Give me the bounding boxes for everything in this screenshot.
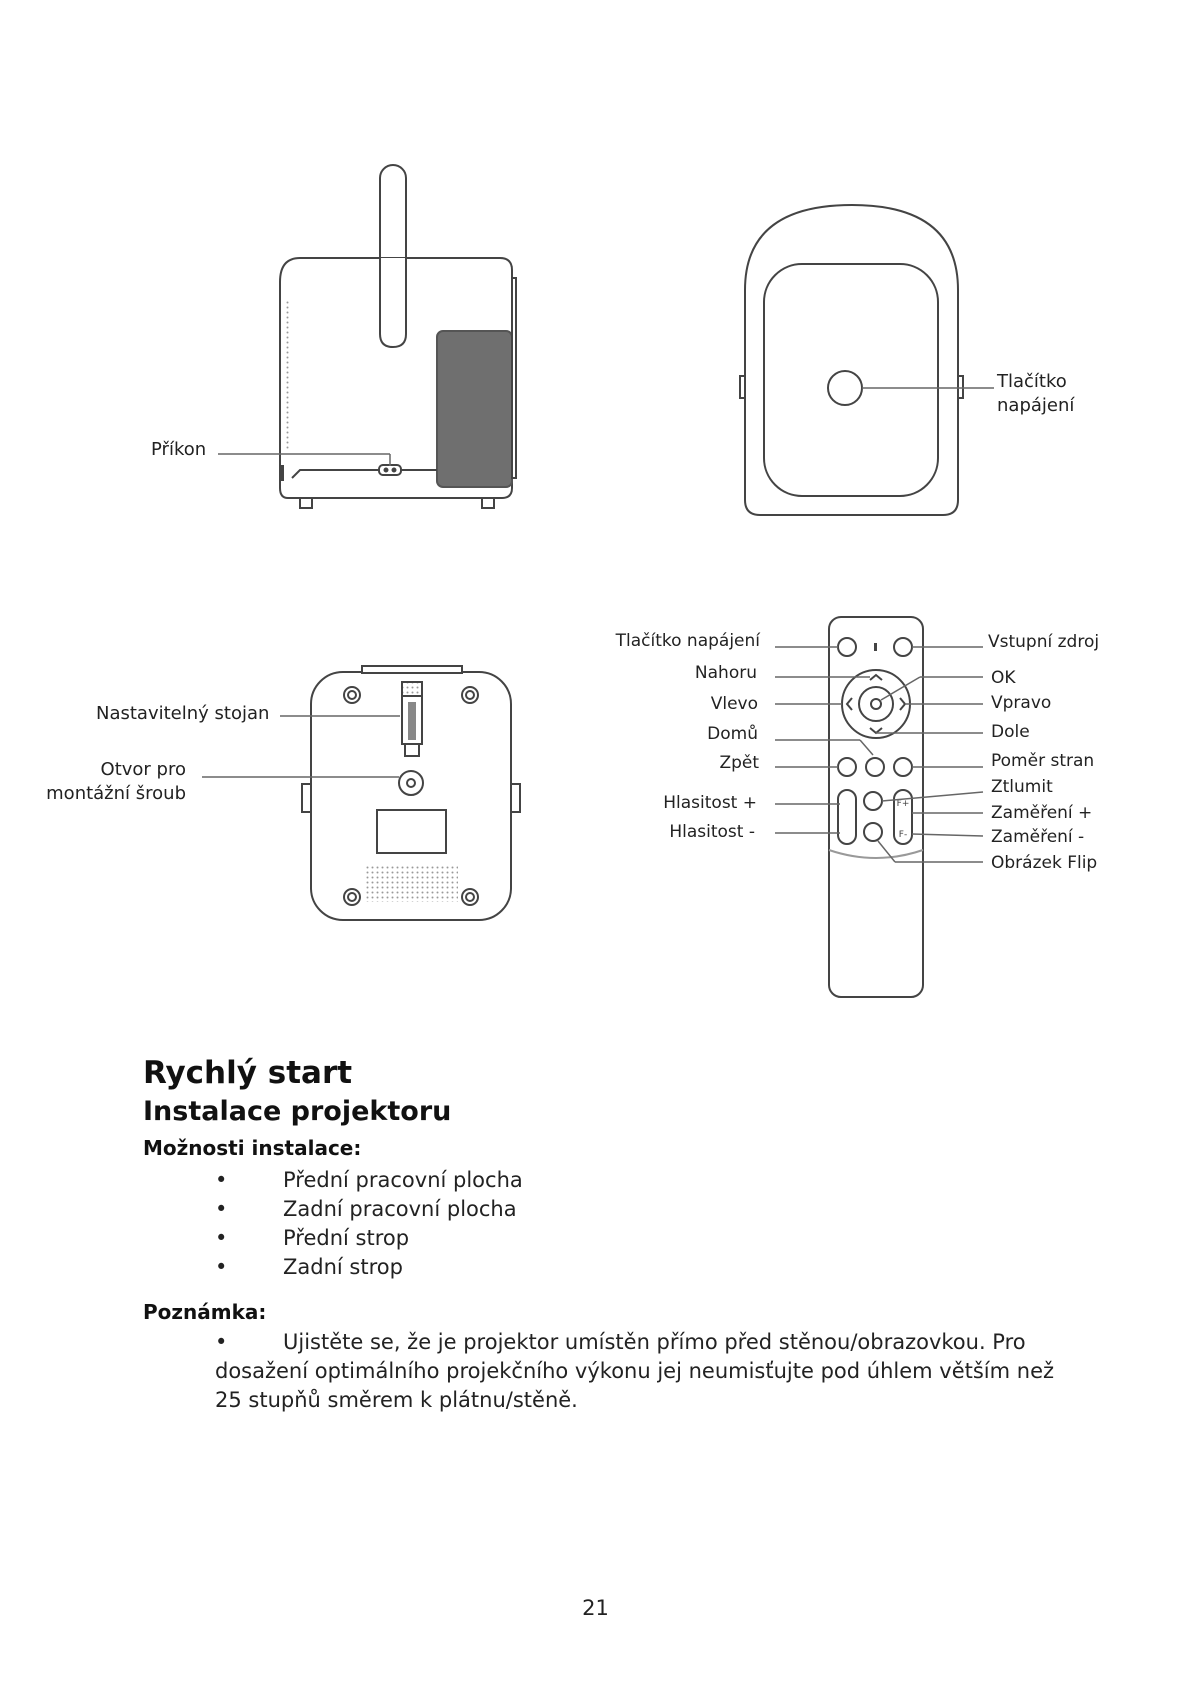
list-item: • Zadní pracovní plocha (215, 1195, 523, 1224)
label-power-input: Příkon (151, 439, 207, 460)
heading-note: Poznámka: (143, 1300, 267, 1324)
label-power-button-back: Tlačítko napájení (997, 371, 1075, 417)
installation-options-list (215, 1166, 523, 1282)
remote-label-up: Nahoru (694, 663, 757, 683)
remote-label-right: Vpravo (991, 693, 1052, 713)
remote-label-focus-plus: Zaměření + (991, 803, 1093, 823)
remote-label-back: Zpět (719, 753, 759, 773)
remote-label-left: Vlevo (710, 694, 758, 714)
focus-plus-glyph: F+ (896, 799, 910, 809)
note-paragraph (215, 1328, 1075, 1415)
projector-side-view (218, 165, 516, 508)
remote-label-down: Dole (991, 722, 1030, 742)
page-number: 21 (582, 1596, 609, 1620)
list-item: • Přední strop (215, 1224, 523, 1253)
remote-label-ok: OK (991, 668, 1016, 688)
heading-installation-options: Možnosti instalace: (143, 1136, 362, 1160)
focus-minus-glyph: F- (898, 830, 908, 840)
remote-label-mute: Ztlumit (991, 777, 1053, 797)
note-bullet: • (215, 1330, 228, 1354)
list-item: • Zadní strop (215, 1253, 523, 1282)
remote-label-power: Tlačítko napájení (615, 631, 760, 651)
projector-back-view (740, 205, 994, 515)
remote-label-volume-up: Hlasitost + (663, 793, 757, 813)
remote-label-input-source: Vstupní zdroj (988, 632, 1100, 652)
heading-quick-start: Rychlý start (143, 1055, 353, 1091)
label-mount-hole: Otvor pro montážní šroub (46, 759, 186, 805)
remote-label-focus-minus: Zaměření - (991, 827, 1085, 847)
list-item: • Přední pracovní plocha (215, 1166, 523, 1195)
heading-projector-installation: Instalace projektoru (143, 1096, 452, 1127)
remote-label-volume-down: Hlasitost - (669, 822, 755, 842)
remote-label-aspect-ratio: Poměr stran (991, 751, 1095, 771)
label-adjustable-stand: Nastavitelný stojan (96, 703, 270, 724)
remote-label-image-flip: Obrázek Flip (991, 853, 1098, 873)
remote-label-home: Domů (707, 724, 758, 744)
remote-control (775, 617, 983, 997)
note-text: Ujistěte se, že je projektor umístěn přímo před stěnou/obrazovkou. Pro dosažení optimálního projekčního výkonu jej neumisťujte pod úhlem větším než 25 stupňů směrem k plátnu/stěně. (215, 1330, 1055, 1412)
